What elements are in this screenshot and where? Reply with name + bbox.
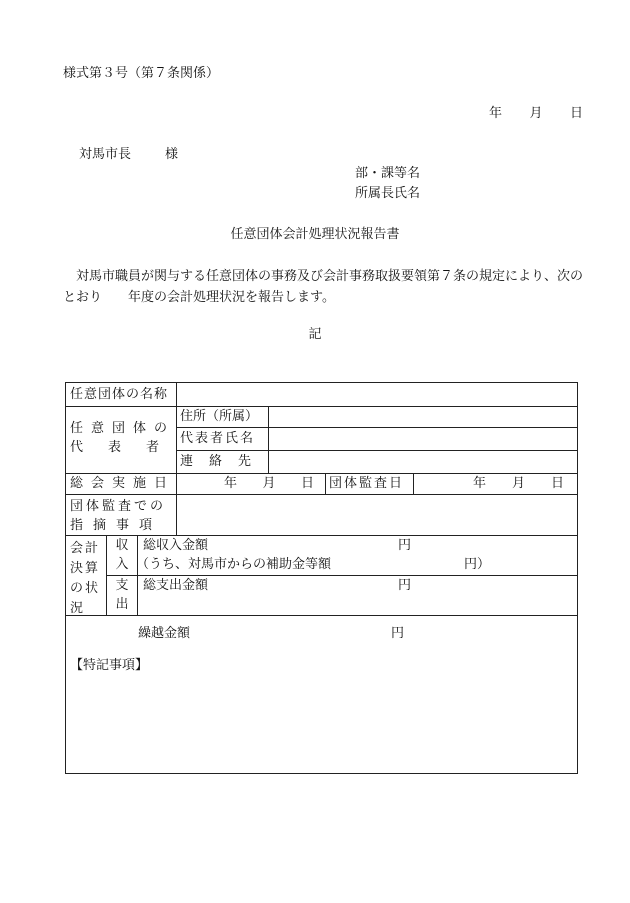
org-name-label: 任意団体の名称 — [70, 387, 169, 402]
date-day: 日 — [569, 106, 583, 121]
form-number: 様式第３号（第７条関係） — [63, 66, 220, 81]
representative-label: 任意団体の 代 表 者 — [70, 421, 176, 455]
audit-points-field[interactable] — [178, 496, 575, 534]
total-income-yen: 円 — [398, 538, 412, 553]
settlement-label: 会計 決算 の状 況 — [70, 541, 101, 616]
audit-date-field[interactable]: 年 月 日 — [473, 476, 564, 491]
total-income-label: 総収入金額 — [143, 538, 209, 553]
rep-address-field[interactable] — [270, 408, 575, 426]
rep-contact-field[interactable] — [270, 452, 575, 472]
remarks-label: 【特記事項】 — [70, 658, 149, 673]
addressee — [79, 147, 178, 163]
carryover-yen: 円 — [391, 626, 405, 641]
expense-label: 支 出 — [115, 578, 129, 612]
rep-address-label: 住所（所属） — [180, 409, 259, 424]
head-name-label: 所属長氏名 — [355, 186, 421, 201]
remarks-field[interactable] — [70, 677, 573, 769]
carryover-label: 繰越金額 — [138, 626, 191, 641]
audit-date-label: 団体監査日 — [329, 476, 405, 491]
meeting-date-label: 総会実施日 — [70, 476, 176, 491]
document-title: 任意団体会計処理状況報告書 — [230, 227, 400, 242]
date-month: 月 — [529, 106, 543, 121]
report-form — [65, 382, 578, 774]
rep-contact-label: 連絡先 — [180, 454, 268, 469]
date-year: 年 — [489, 106, 503, 121]
addressee-name: 対馬市長 — [79, 147, 132, 162]
ki-marker: 記 — [308, 327, 322, 342]
meeting-date-field[interactable]: 年 月 日 — [224, 476, 314, 491]
rep-name-label: 代表者氏名 — [180, 431, 256, 446]
subsidy-yen: 円） — [464, 557, 491, 572]
org-name-field[interactable] — [178, 385, 575, 404]
addressee-honorific: 様 — [165, 147, 179, 162]
report-date — [489, 106, 583, 122]
body-text: 対馬市職員が関与する任意団体の事務及び会計事務取扱要領第７条の規定により、次のとおり 年度の会計処理状況を報告します。 — [63, 269, 584, 305]
subsidy-label: （うち、対馬市からの補助金等額 — [136, 557, 332, 572]
dept-label: 部・課等名 — [355, 166, 421, 181]
audit-points-label: 団体監査での 指摘事項 — [70, 499, 167, 533]
income-label: 収 入 — [115, 538, 129, 572]
rep-name-field[interactable] — [270, 429, 575, 449]
total-expense-label: 総支出金額 — [143, 578, 209, 593]
total-expense-yen: 円 — [398, 578, 412, 593]
